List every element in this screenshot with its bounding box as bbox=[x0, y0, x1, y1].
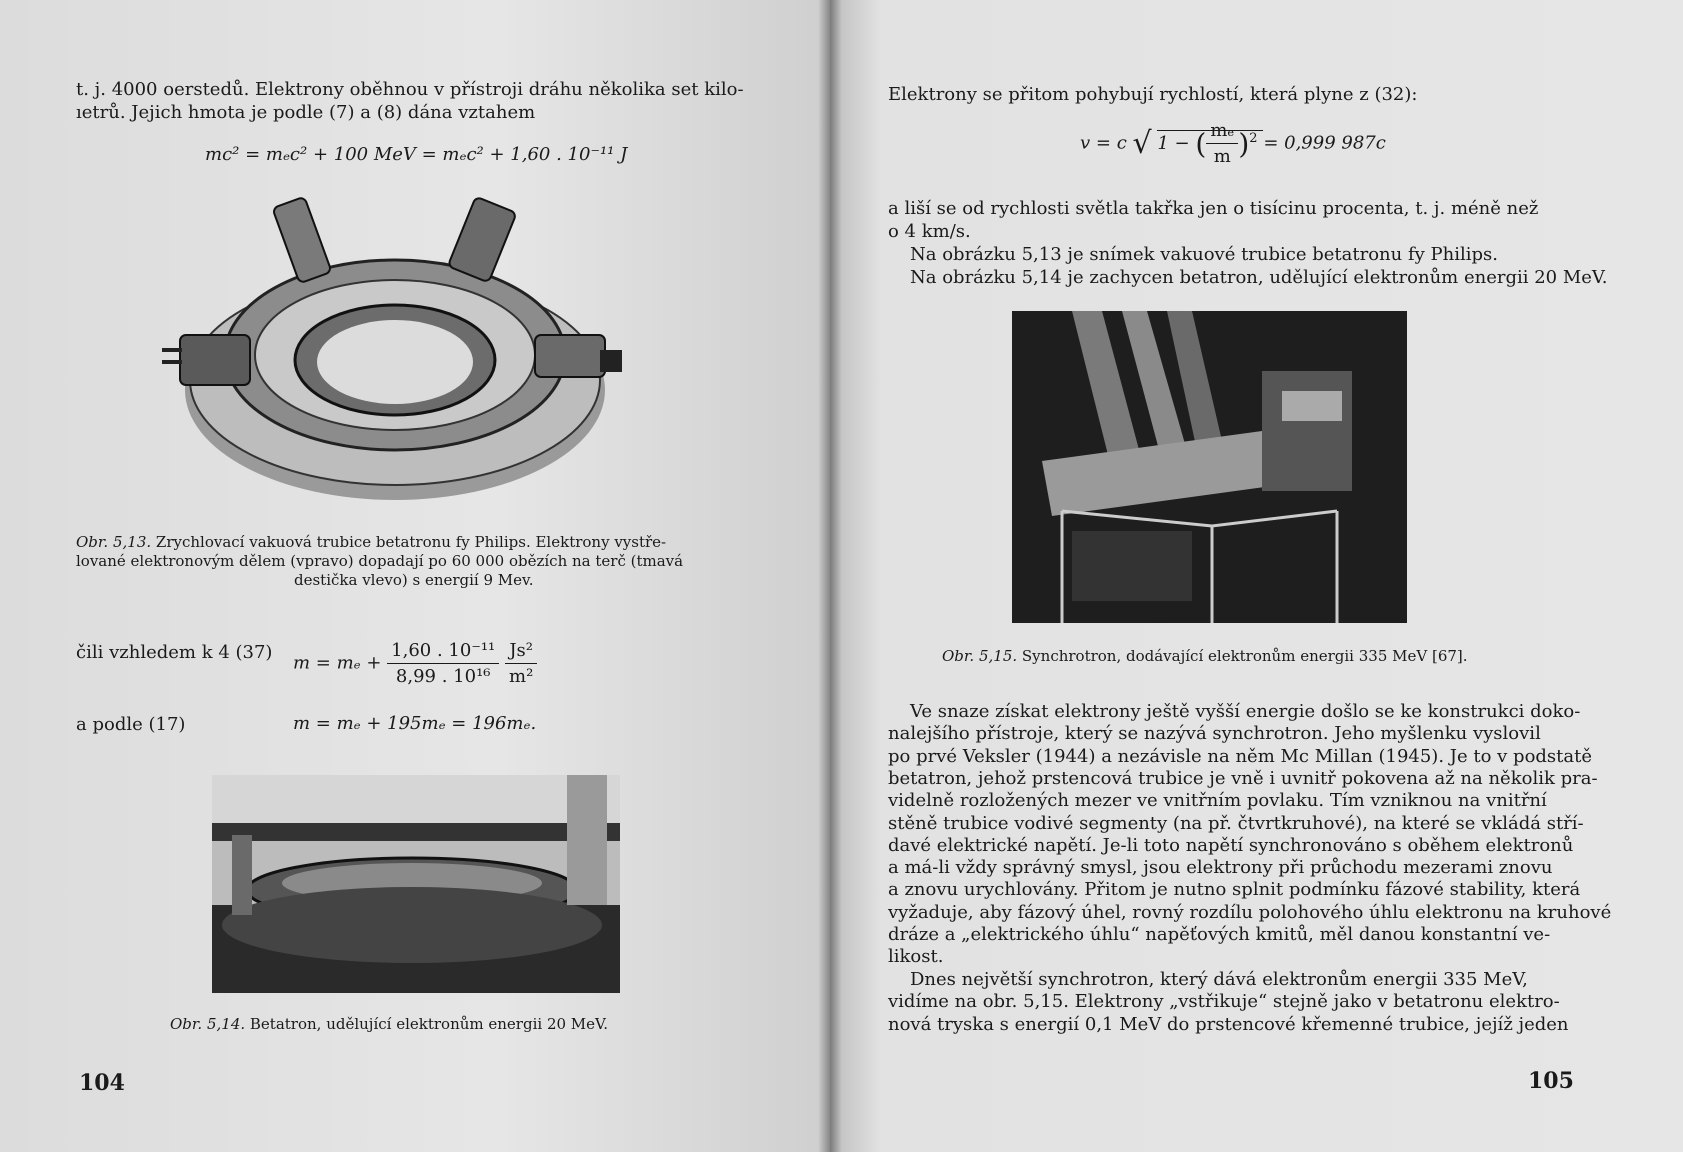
eq-v-exponent: 2 bbox=[1249, 130, 1258, 146]
eq-v-denominator: m bbox=[1213, 146, 1231, 167]
para-last-line: vidíme na obr. 5,15. Elektrony „vstřikuje“ stejně jako v betatronu elektro- bbox=[888, 991, 1560, 1013]
para-main-line: a má-li vždy správný smysl, jsou elektrony při průchodu mezerami znovu bbox=[888, 857, 1553, 879]
eq-v-numerator: mₑ bbox=[1206, 120, 1238, 144]
para-main-line: betatron, jehož prstencová trubice je vně i uvnitř pokovena až na několik pra- bbox=[888, 767, 1598, 789]
formula-velocity bbox=[1080, 120, 1386, 167]
eq-v-rhs: = 0,999 987c bbox=[1263, 132, 1386, 154]
right-p3: Na obrázku 5,14 je zachycen betatron, udělující elektronům energii 20 MeV. bbox=[910, 267, 1608, 288]
formula-m-fraction bbox=[293, 640, 537, 687]
fig15-caption-text: Synchrotron, dodávající elektronům energii 335 MeV [67]. bbox=[1021, 647, 1468, 665]
fig13-caption-line-1 bbox=[76, 533, 666, 552]
right-p1-line-1: a liší se od rychlosti světla takřka jen o tisícinu procenta, t. j. méně než bbox=[888, 198, 1539, 219]
eq2-unit-numerator: Js² bbox=[505, 640, 537, 664]
para-main-line: videlně rozložených mezer ve vnitřním povlaku. Tím vzniknou na vnitřní bbox=[888, 790, 1547, 812]
sqrt-radicand bbox=[1157, 120, 1263, 167]
para-last-line: nová tryska s energií 0,1 MeV do prstencové křemenné trubice, jejíž jeden bbox=[888, 1013, 1569, 1035]
para-main-line: Ve snaze získat elektrony ještě vyšší energie došlo se ke konstrukci doko- bbox=[910, 701, 1581, 722]
eq2-unit bbox=[505, 640, 537, 687]
formula-mc2: mc² = mₑc² + 100 MeV = mₑc² + 1,60 . 10⁻¹¹ J bbox=[205, 144, 628, 165]
eq-v-fraction bbox=[1206, 120, 1238, 167]
fig13-caption-line-2: lované elektronovým dělem (vpravo) dopadají po 60 000 obězích na terč (tmavá bbox=[76, 552, 684, 570]
eq2-unit-denominator: m² bbox=[509, 666, 534, 687]
sqrt-symbol-icon: √ bbox=[1132, 126, 1152, 161]
fig13-caption-line-3: destička vlevo) s energií 9 Mev. bbox=[294, 571, 534, 589]
eq2-numerator: 1,60 . 10⁻¹¹ bbox=[387, 640, 499, 664]
figure-5-13-photo bbox=[160, 190, 630, 520]
left-text-line-1: t. j. 4000 oerstedů. Elektrony oběhnou v přístroji dráhu několika set kilo- bbox=[76, 79, 744, 100]
eq3-label: a podle (17) bbox=[76, 714, 186, 735]
eq2-fraction bbox=[387, 640, 499, 687]
formula-m-196: m = mₑ + 195mₑ = 196mₑ. bbox=[293, 713, 537, 734]
para-main-line: likost. bbox=[888, 946, 944, 968]
right-intro: Elektrony se přitom pohybují rychlostí, která plyne z (32): bbox=[888, 84, 1418, 105]
para-main-line: po prvé Veksler (1944) a nezávisle na něm Mc Millan (1945). Je to v podstatě bbox=[888, 745, 1593, 767]
para-main-line: vyžaduje, aby fázový úhel, rovný rozdílu polohového úhlu elektronu na kruhové bbox=[888, 901, 1612, 923]
para-main-line: dráze a „elektrického úhlu“ napěťových kmitů, měl danou konstantní ve- bbox=[888, 924, 1551, 945]
fig14-caption-label: Obr. 5,14. bbox=[170, 1015, 246, 1033]
figure-5-14-photo bbox=[212, 775, 620, 993]
fig14-caption bbox=[170, 1015, 608, 1034]
page-number-left: 104 bbox=[79, 1070, 125, 1096]
para-main-line: nalejšího přístroje, který se nazývá synchrotron. Jeho myšlenku vyslovil bbox=[888, 723, 1541, 745]
eq-v-inner: 1 − bbox=[1157, 132, 1190, 154]
eq2-denominator: 8,99 . 10¹⁶ bbox=[395, 666, 491, 687]
paren-open-icon: ( bbox=[1195, 127, 1207, 160]
para-main-line: stěně trubice vodivé segmenty (na př. čtvrtkruhové), na které se vkládá stří- bbox=[888, 812, 1584, 834]
page-number-right: 105 bbox=[1528, 1068, 1574, 1094]
eq2-lhs: m = mₑ + bbox=[293, 652, 382, 674]
eq-v-lhs: v = c bbox=[1080, 132, 1127, 154]
para-main-line: a znovu urychlovány. Přitom je nutno splnit podmínku fázové stability, která bbox=[888, 879, 1581, 901]
fig13-caption-text-1: Zrychlovací vakuová trubice betatronu fy Philips. Elektrony vystře- bbox=[155, 533, 667, 551]
eq2-label: čili vzhledem k 4 (37) bbox=[76, 642, 273, 663]
right-page bbox=[830, 0, 1683, 1152]
fig13-caption-label: Obr. 5,13. bbox=[76, 533, 152, 551]
right-p1-line-2: o 4 km/s. bbox=[888, 221, 971, 242]
right-p2: Na obrázku 5,13 je snímek vakuové trubice betatronu fy Philips. bbox=[910, 244, 1498, 265]
left-text-line-2: ıetrů. Jejich hmota je podle (7) a (8) dána vztahem bbox=[76, 102, 536, 123]
para-last-line: Dnes největší synchrotron, který dává elektronům energii 335 MeV, bbox=[910, 969, 1528, 990]
book-gutter bbox=[818, 0, 842, 1152]
fig15-caption bbox=[942, 647, 1468, 666]
figure-5-15-photo bbox=[1012, 311, 1407, 623]
fig15-caption-label: Obr. 5,15. bbox=[942, 647, 1018, 665]
para-main-line: davé elektrické napětí. Je-li toto napětí synchronováno s oběhem elektronů bbox=[888, 834, 1574, 856]
left-page bbox=[0, 0, 830, 1152]
fig14-caption-text: Betatron, udělující elektronům energii 20 MeV. bbox=[249, 1015, 609, 1033]
paren-close-icon: ) bbox=[1238, 127, 1250, 160]
